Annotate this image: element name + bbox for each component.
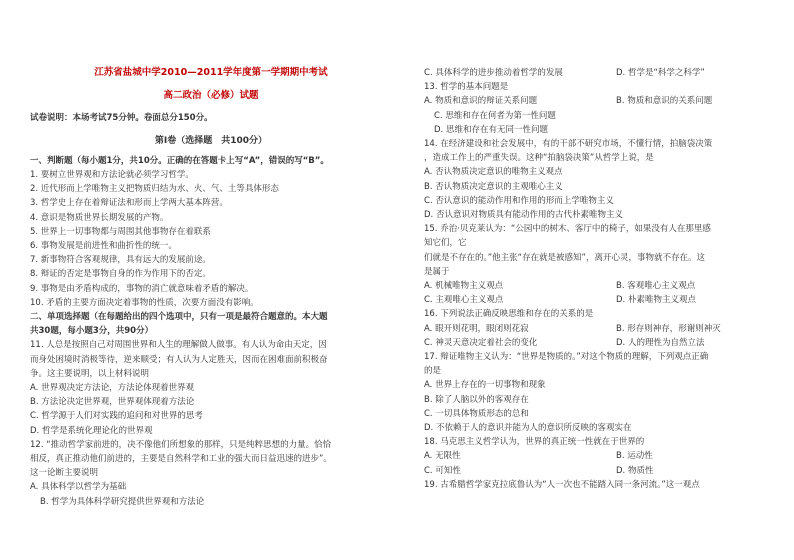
option: B. 方法论决定世界观，世界观体现着方法论: [30, 397, 195, 408]
judge-item: 2. 近代形而上学唯物主义把物质归结为水、火、气、土等具体形态: [30, 184, 279, 195]
section1-heading: 一、判断题（每小题1分，共10分。正确的在答题卡上写“A”，错误的写“B”。: [30, 155, 329, 166]
option: D. 朴素唯物主义观点: [616, 295, 696, 306]
option: C. 哲学源于人们对实践的追问和对世界的思考: [30, 411, 203, 422]
question-15: 们就是不存在的。”他主张“存在就是被感知”，离开心灵，事物就不存在。这: [424, 252, 705, 263]
option: C. 思维和存在何者为第一性问题: [434, 110, 556, 121]
option: C. 可知性: [424, 465, 461, 476]
judge-item: 3. 哲学史上存在着辩证法和形而上学两大基本阵营。: [30, 198, 228, 209]
option: C. 否认意识的能动作用和作用的形而上学唯物主义: [424, 195, 614, 206]
question-14: ，造成工作上的严重失误。这种“拍脑袋决策”从哲学上说，是: [424, 153, 654, 164]
judge-item: 9. 事物是由矛盾构成的，事物的消亡就意味着矛盾的解决。: [30, 283, 254, 294]
section2-heading-cont: 共30题，每小题3分，共90分）: [30, 326, 154, 337]
question-18: 18. 马克思主义哲学认为，世界的真正统一性就在于世界的: [424, 437, 645, 448]
option-row: [424, 322, 774, 336]
question-12: 相反，真正推动他们前进的，主要是自然科学和工业的强大而日益迅速的进步”。: [30, 454, 332, 465]
option-row: [424, 293, 774, 307]
judge-item: 4. 意识是物质世界长期发展的产物。: [30, 212, 169, 223]
question-12: 12. “推动哲学家前进的，决不像他们所想象的那样，只是纯粹思想的力量。恰恰: [30, 439, 332, 450]
question-17: 17. 辩证唯物主义认为：“世界是物质的。”对这个物质的理解，下列观点正确: [424, 352, 709, 363]
option: C. 主观唯心主义观点: [424, 295, 504, 306]
option: B. 否认物质决定意识的主观唯心主义: [424, 181, 563, 192]
judge-item: 1. 要树立世界观和方法论就必须学习哲学。: [30, 170, 194, 181]
question-19: 19. 古希腊哲学家克拉底鲁认为“人一次也不能踏入同一条河流。”这一观点: [424, 479, 700, 490]
option: D. 哲学是“科学之科学”: [616, 68, 705, 78]
option-row: [424, 94, 774, 108]
section2-heading: 二、单项选择题（在每题给出的四个选项中，只有一项是最符合题意的。本大题: [30, 312, 328, 323]
question-17: 的是: [424, 366, 442, 377]
option: B. 物质和意识的关系问题: [616, 96, 713, 107]
option: A. 世界观决定方法论，方法论体现着世界观: [30, 383, 195, 394]
option-row: [424, 66, 774, 80]
question-12: 这一论断主要说明: [30, 468, 99, 479]
option: D. 物质性: [616, 465, 654, 476]
judge-item: 7. 新事物符合客观规律，具有远大的发展前途。: [30, 255, 211, 266]
question-15: 知它们，它: [424, 238, 467, 249]
option: A. 眼开则花明，眼闭则花寂: [424, 323, 529, 334]
option: A. 无限性: [424, 451, 461, 462]
question-11: 争。这主要说明，以上材料说明: [30, 368, 150, 379]
option: A. 机械唯物主义观点: [424, 281, 504, 292]
option: C. 具体科学的进步推动着哲学的发展: [424, 68, 563, 78]
option-row: [424, 464, 774, 478]
option: C. 神灵天意决定着社会的变化: [424, 337, 538, 348]
option: B. 客观唯心主义观点: [616, 281, 696, 292]
exam-note: 试卷说明：本场考试75分钟。卷面总分150分。: [30, 113, 213, 124]
judge-item: 6. 事物发展是前进性和曲折性的统一。: [30, 241, 177, 252]
option: A. 物质和意识的辩证关系问题: [424, 96, 538, 107]
option: D. 哲学是系统化理论化的世界观: [30, 425, 153, 436]
question-11: 11. 人总是按照自己对周围世界和人生的理解做人做事。有人认为命由天定，因: [30, 340, 327, 351]
question-15: 是属于: [424, 266, 450, 277]
judge-item: 8. 辩证的否定是事物自身的作为作用下的否定。: [30, 269, 211, 280]
exam-title: 江苏省盐城中学2010—2011学年度第一学期期中考试: [94, 67, 328, 78]
judge-item: 10. 矛盾的主要方面决定着事物的性质，次要方面没有影响。: [30, 297, 259, 308]
option-row: [424, 279, 774, 293]
option: B. 哲学为具体科学研究提供世界观和方法论: [40, 496, 205, 507]
option-row: [424, 449, 774, 463]
option: D. 否认意识对物质具有能动作用的古代朴素唯物主义: [424, 210, 623, 221]
question-14: 14. 在经济建设和社会发展中，有的干部不研究市场，不懂行情，拍脑袋决策: [424, 139, 713, 150]
option: B. 运动性: [616, 451, 653, 462]
option: D. 思维和存在有无同一性问题: [434, 124, 548, 135]
exam-subtitle: 高二政治（必修）试题: [163, 90, 259, 102]
question-16: 16. 下列说法正确反映思维和存在的关系的是: [424, 309, 594, 320]
option: D. 不依赖于人的意识并能为人的意识所反映的客观实在: [424, 423, 632, 434]
option: B. 除了人脑以外的客观存在: [424, 394, 529, 405]
left-column: [30, 66, 392, 509]
question-15: 15. 乔治·贝克莱认为：“公园中的树木、客厅中的椅子，如果没有人在那里感: [424, 224, 711, 235]
part1-heading: 第Ⅰ卷（选择题 共100分）: [154, 135, 268, 146]
judge-item: 5. 世界上一切事物都与周围其他事物存在着联系: [30, 226, 211, 237]
option: C. 一切具体物质形态的总和: [424, 408, 529, 419]
option: D. 人的理性为自然立法: [616, 337, 705, 348]
right-column: [424, 66, 774, 492]
question-11: 而身处困境时消极等待，逆来顺受；有人认为人定胜天，因而在困难面前积极奋: [30, 354, 328, 365]
option: A. 世界上存在的一切事物和现象: [424, 380, 546, 391]
option: A. 具体科学以哲学为基础: [30, 482, 127, 493]
option: B. 形存则神存，形谢则神灭: [616, 323, 721, 334]
option-row: [424, 336, 774, 350]
option: A. 否认物质决定意识的唯物主义观点: [424, 167, 563, 178]
question-13: 13. 哲学的基本问题是: [424, 82, 509, 93]
